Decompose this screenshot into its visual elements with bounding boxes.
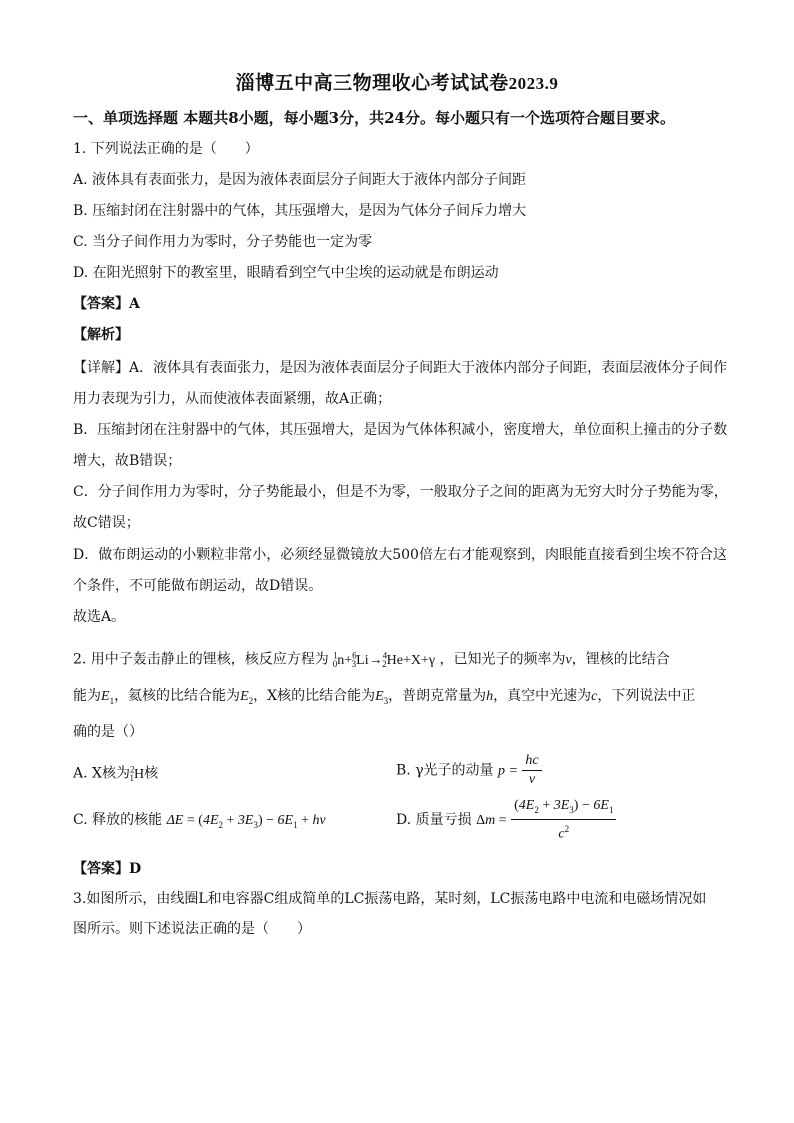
- q2-stem-text: ，已知光子的频率为: [439, 651, 566, 668]
- title-text: 淄博五中高三物理收心考试试卷: [235, 72, 509, 94]
- q1-detail-line: 增大，故B错误；: [73, 453, 182, 469]
- mass-defect-formula: Δm =: [476, 813, 507, 829]
- q2-stem-text: 能为: [73, 688, 101, 704]
- q3-line-2: 图所示。则下述说法正确的是（ ）: [73, 921, 311, 937]
- q2-option-a: [73, 759, 158, 788]
- momentum-fraction: $\frac{hc}{\nu}$: [522, 752, 541, 789]
- q2-stem-line-3: 确的是（）: [73, 724, 143, 740]
- energy-formula: $\Delta E = (4E_2 + 3E_3) - 6E_1 + h\nu$: [166, 813, 326, 830]
- q2-option-c-text: C. 释放的核能: [73, 812, 163, 828]
- title-date: 2023.9: [508, 74, 559, 93]
- q1-option-a: A. 液体具有表面张力，是因为液体表面层分子间距大于液体内部分子间距: [73, 172, 527, 188]
- page-title: [0, 68, 794, 95]
- symbol-e3: $E_3$: [375, 689, 389, 706]
- q2-option-a-tail: 核: [144, 765, 159, 782]
- q2-option-b-text: B. γ光子的动量: [396, 762, 494, 779]
- q2-stem-line-1: [73, 645, 670, 674]
- symbol-e2: $E_2$: [240, 689, 254, 706]
- q2-stem-text: ，普朗克常量为: [388, 688, 487, 704]
- q2-stem-text: ，真空中光速为: [493, 688, 592, 704]
- q1-answer: 【答案】A: [73, 296, 140, 312]
- q2-option-d: [396, 797, 616, 843]
- q2-stem-text: ，氦核的比结合能为: [114, 688, 241, 704]
- q2-option-b: [396, 752, 542, 789]
- deuterium-symbol: $^2_1$H: [129, 764, 145, 784]
- q2-stem-line-2: [73, 686, 695, 711]
- q1-detail-line: 【详解】A．液体具有表面张力，是因为液体表面层分子间距大于液体内部分子间距，表面层液体分子间作: [73, 360, 728, 376]
- q1-option-b: B. 压缩封闭在注射器中的气体，其压强增大，是因为气体分子间斥力增大: [73, 203, 527, 219]
- q2-answer: 【答案】D: [73, 861, 142, 877]
- nuclear-equation: $^1_0$n+$^6_3$Li→$^4_2$He+X+γ: [332, 650, 436, 670]
- frequency-symbol: ν: [565, 652, 572, 668]
- q2-stem-text: 2. 用中子轰击静止的锂核，核反应方程为: [73, 651, 329, 668]
- q1-detail-line: B．压缩封闭在注射器中的气体，其压强增大，是因为气体体积减小，密度增大，单位面积上撞击的分子数: [73, 422, 728, 438]
- q1-detail-line: 故C错误；: [73, 515, 140, 531]
- q1-option-d: D. 在阳光照射下的教室里，眼睛看到空气中尘埃的运动就是布朗运动: [73, 265, 499, 281]
- q1-detail-line: D．做布朗运动的小颗粒非常小，必须经显微镜放大500倍左右才能观察到，肉眼能直接看到尘埃不符合这: [73, 547, 727, 563]
- q2-option-c: [73, 810, 326, 835]
- momentum-formula: p =: [498, 763, 518, 779]
- q1-analysis-label: 【解析】: [73, 327, 129, 343]
- q1-stem: 1. 下列说法正确的是（ ）: [73, 141, 259, 157]
- symbol-c: c: [591, 689, 598, 704]
- q1-detail-line: 个条件，不可能做布朗运动，故D错误。: [73, 578, 323, 594]
- q1-detail-line: C．分子间作用力为零时，分子势能最小，但是不为零，一般取分子之间的距离为无穷大时分子势能为零，: [73, 484, 728, 500]
- q2-stem-text: ，锂核的比结合: [571, 651, 670, 668]
- section-heading: 一、单项选择题 本题共8小题，每小题3分，共24分。每小题只有一个选项符合题目要求。: [73, 109, 675, 127]
- symbol-h: h: [486, 689, 494, 704]
- q1-detail-line: 用力表现为引力，从而使液体表面紧绷，故A正确；: [73, 391, 392, 407]
- q2-stem-text: ，下列说法中正: [597, 688, 696, 704]
- q1-option-c: C. 当分子间作用力为零时，分子势能也一定为零: [73, 234, 373, 250]
- q2-option-a-text: A. X核为: [73, 765, 130, 782]
- symbol-e1: $E_1$: [101, 689, 115, 706]
- mass-defect-fraction: $\frac{(4E_2 + 3E_3) - 6E_1}{c^2}$: [511, 797, 616, 843]
- q2-option-d-text: D. 质量亏损: [396, 812, 472, 829]
- q3-line-1: 3.如图所示，由线圈L和电容器C组成简单的LC振荡电路，某时刻，LC振荡电路中电流和电磁场情况如: [73, 891, 707, 907]
- q2-stem-text: ，X核的比结合能为: [253, 688, 376, 704]
- q1-conclusion: 故选A。: [73, 609, 126, 625]
